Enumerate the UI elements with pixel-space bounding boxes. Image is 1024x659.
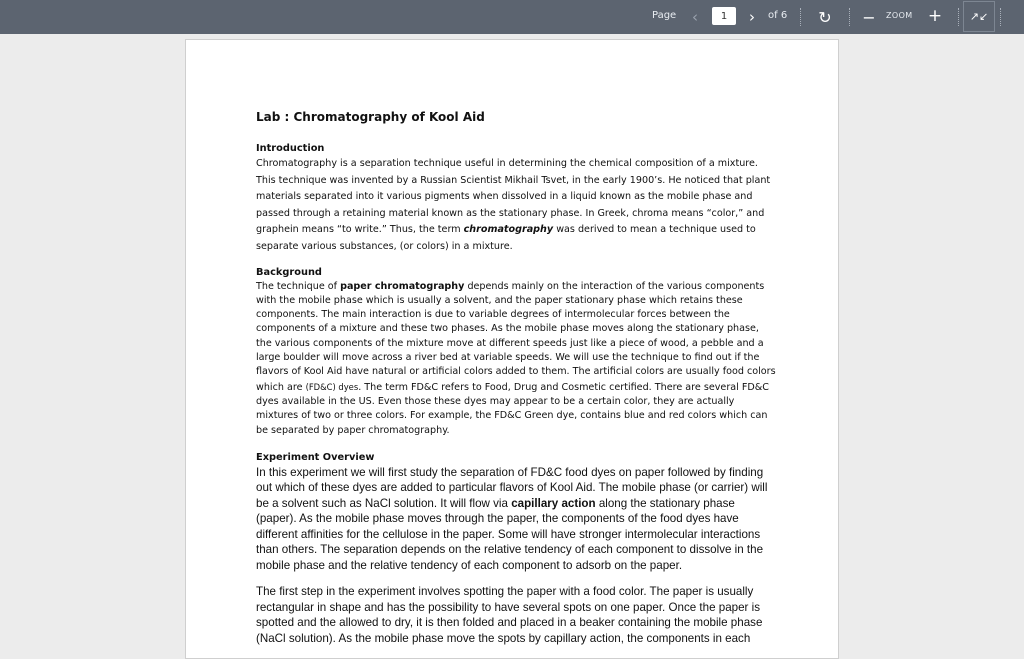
rotate-button[interactable]: [815, 7, 835, 27]
page-content: [256, 110, 776, 646]
background-small-text: (FD&C) dyes: [305, 381, 359, 392]
zoom-label: ZOOM: [886, 11, 913, 20]
document-page: [185, 39, 839, 659]
exit-fullscreen-button[interactable]: [963, 1, 995, 32]
background-paragraph: [256, 280, 776, 438]
overview-text: In this experiment we will first study the separation of FD&C food dyes on paper followed by finding out which of these dyes are added to particular flavors of Kool Aid. The mobile phase (or carrier) will be a solvent such as NaCl solution. It will flow via: [256, 465, 768, 510]
background-text: The technique of: [256, 280, 341, 292]
toolbar-divider: [800, 8, 801, 26]
collapse-icon: ↗↙: [969, 10, 989, 23]
next-page-button[interactable]: [745, 7, 759, 27]
previous-page-button[interactable]: [688, 7, 702, 27]
background-text-end: . The term FD&C refers to Food, Drug and Cosmetic certified. There are several FD&C dyes available in the US. Even those these dyes may appear to be a certain color, they are actually mixtures of two or three colors. For example, the FD&C Green dye, contains blue and red colors which can be separated by paper chromatography.: [256, 381, 769, 436]
intro-text-end: was derived to mean a technique used to separate various substances, (or colors) in a mixture.: [256, 224, 756, 252]
document-title: Lab : Chromatography of Kool Aid: [256, 110, 485, 124]
overview-paragraph-2: The first step in the experiment involves spotting the paper with a food color. The paper is usually rectangular in shape and has the possibility to have several spots on one paper. Once the paper is spotted and the allowed to dry, it is then folded and placed in a beaker containing the mobile phase (NaCl solution). As the mobile phase move the spots by capillary action, the components in each: [256, 585, 763, 645]
overview-paragraph: [256, 465, 776, 574]
toolbar-divider: [1000, 8, 1001, 26]
toolbar-divider: [849, 8, 850, 26]
introduction-paragraph: [256, 156, 776, 256]
viewer-toolbar: [0, 0, 1024, 34]
chevron-left-icon: ‹: [692, 8, 698, 26]
overview-strong: capillary action: [511, 496, 596, 510]
plus-icon: +: [927, 6, 943, 26]
overview-text-end: along the stationary phase (paper). As the mobile phase moves through the paper, the components of the food dyes have different affinities for the cellulose in the paper. Some will have stronger intermolecular interactions than others. The separation depends on the relative tendency of each component to dissolve in the mobile phase and the relative tendency of each component to adsorb on the paper.: [256, 496, 764, 572]
overview-heading: Experiment Overview: [256, 451, 375, 463]
chevron-right-icon: ›: [749, 8, 755, 26]
background-text-middle: depends mainly on the interaction of the various components with the mobile phase which is usually a solvent, and the paper stationary phase which retains these components. The main interaction is due to variable degrees of intermolecular forces between the components of a mixture and these two phases. As the mobile phase moves along the stationary phase, the various components of the mixture move at different speeds just like a piece of wood, a pebble and a large boulder will move across a river bed at variable speeds. We will use the technique to find out if the flavors of Kool Aid have natural or artificial colors added to them. The artificial colors are usually food colors which are: [256, 280, 776, 393]
background-strong: paper chromatography: [340, 280, 465, 292]
page-number-input[interactable]: [712, 7, 736, 25]
page-count-label: of 6: [768, 10, 788, 21]
zoom-in-button[interactable]: [927, 6, 943, 26]
page-label: Page: [652, 10, 677, 21]
introduction-heading: Introduction: [256, 143, 325, 154]
intro-text: Chromatography is a separation technique useful in determining the chemical composition of a mixture. This technique was invented by a Russian Scientist Mikhail Tsvet, in the early 1900’s. He noticed that plant materials separated into it various pigments when dissolved in a liquid known as the mobile phase and passed through a retaining material known as the stationary phase. In Greek, chroma means “color,” and graphein means “to write.” Thus, the term: [256, 158, 771, 236]
background-heading: Background: [256, 266, 322, 278]
zoom-out-button[interactable]: [862, 7, 876, 27]
toolbar-divider: [958, 8, 959, 26]
intro-emphasis: chromatography: [463, 224, 554, 236]
rotate-icon: ↻: [818, 7, 832, 27]
minus-icon: −: [862, 7, 876, 27]
